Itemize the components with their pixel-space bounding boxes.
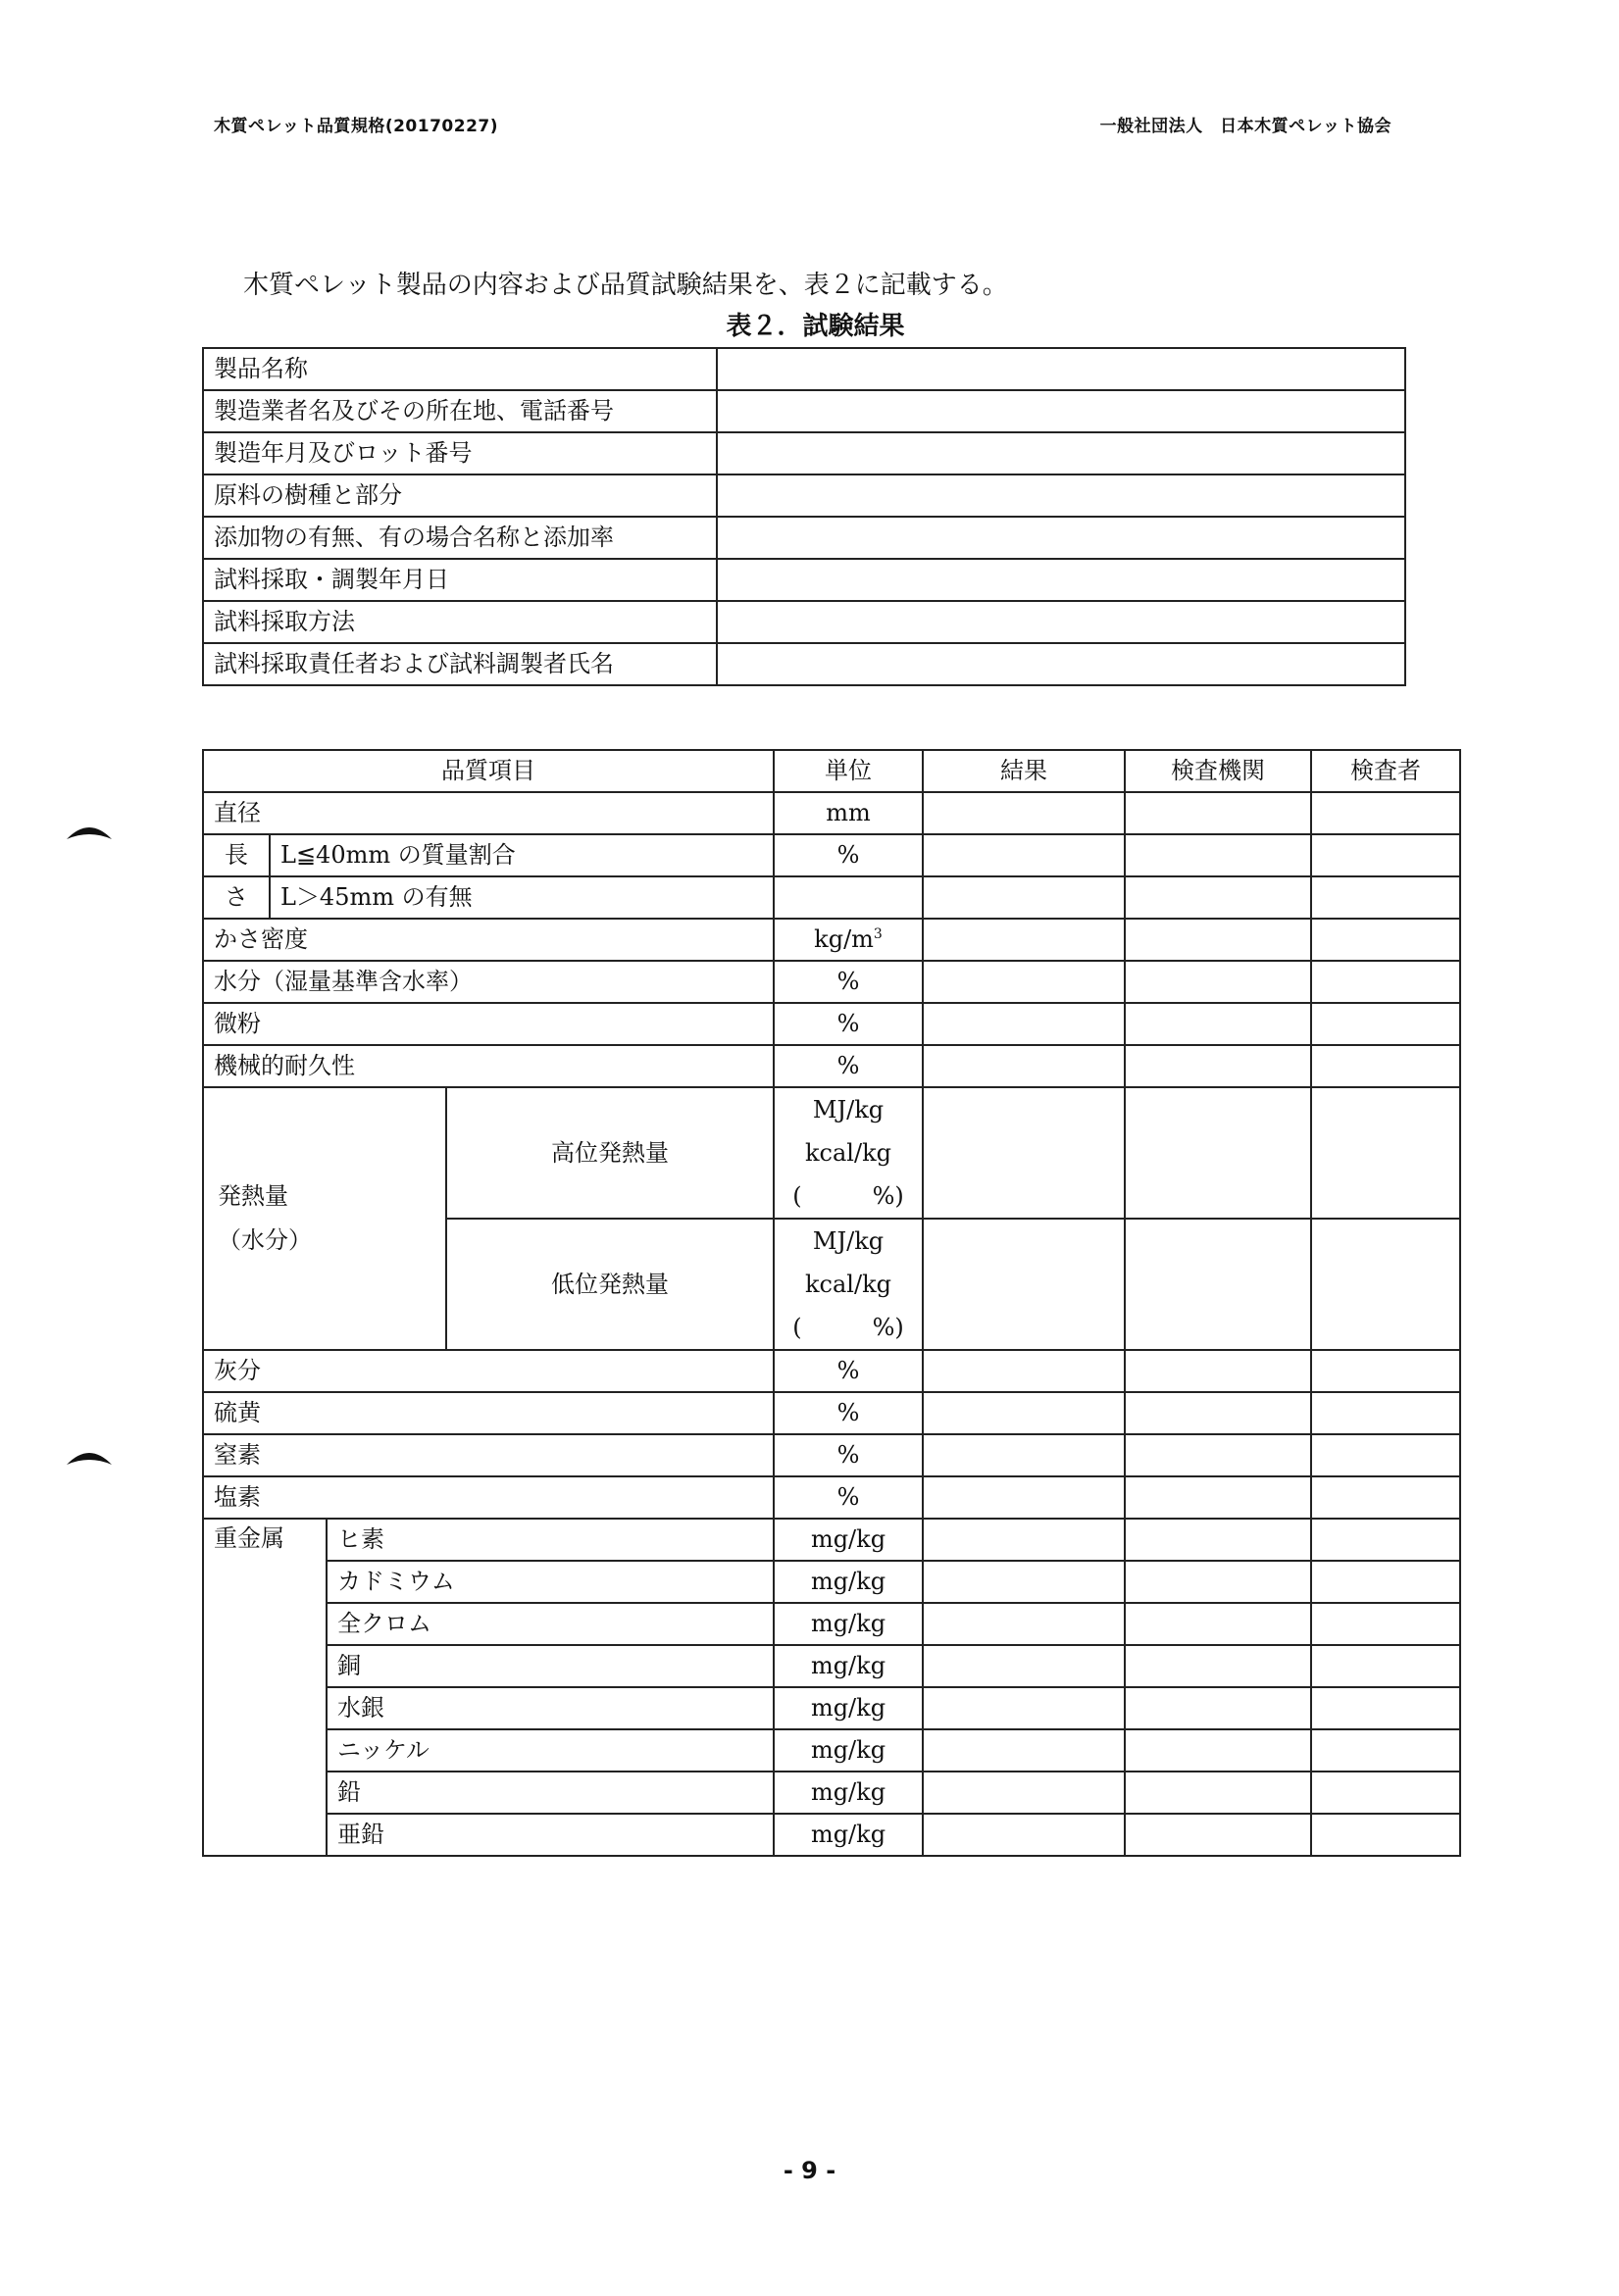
table-row (203, 1350, 1460, 1392)
item-unit: mg/kg (774, 1772, 923, 1814)
item-unit: % (774, 1045, 923, 1087)
item-label: 水分（湿量基準含水率） (203, 961, 774, 1003)
header-unit: 単位 (774, 750, 923, 792)
table-row (203, 919, 1460, 961)
header-row (203, 750, 1460, 792)
item-label: 全クロム (327, 1603, 774, 1645)
item-label: 銅 (327, 1645, 774, 1687)
header-quality-item: 品質項目 (203, 750, 774, 792)
item-label: 低位発熱量 (446, 1219, 774, 1350)
table-row (203, 1561, 1460, 1603)
item-unit: mg/kg (774, 1603, 923, 1645)
item-unit: mm (774, 792, 923, 834)
item-unit: % (774, 1434, 923, 1476)
item-label: ニッケル (327, 1729, 774, 1772)
table-row (203, 1603, 1460, 1645)
table-row (203, 1476, 1460, 1519)
info-label: 製品名称 (203, 348, 717, 390)
item-label: 水銀 (327, 1687, 774, 1729)
header-result: 結果 (923, 750, 1125, 792)
info-label: 原料の樹種と部分 (203, 474, 717, 517)
table-row (203, 1434, 1460, 1476)
table-row (203, 834, 1460, 876)
info-value (717, 601, 1405, 643)
item-unit: mg/kg (774, 1687, 923, 1729)
item-label: かさ密度 (203, 919, 774, 961)
info-label: 製造年月及びロット番号 (203, 432, 717, 474)
table-row (203, 559, 1405, 601)
item-unit: $kg/m^3$ (774, 919, 923, 961)
item-label: 機械的耐久性 (203, 1045, 774, 1087)
table-row (203, 474, 1405, 517)
info-label: 試料採取・調製年月日 (203, 559, 717, 601)
product-info-table (202, 347, 1406, 686)
table-row (203, 1729, 1460, 1772)
binder-hole-mark (65, 820, 114, 841)
quality-results-table (202, 749, 1461, 1857)
info-value (717, 348, 1405, 390)
calorific-group: 発熱量 （水分） (203, 1087, 446, 1350)
table-row (203, 390, 1405, 432)
item-label: L≦40mm の質量割合 (270, 834, 774, 876)
info-value (717, 390, 1405, 432)
item-unit: mg/kg (774, 1729, 923, 1772)
item-unit: mg/kg (774, 1645, 923, 1687)
item-unit: % (774, 961, 923, 1003)
table-row (203, 1087, 1460, 1219)
binder-hole-mark (65, 1445, 114, 1467)
table-row (203, 1687, 1460, 1729)
info-value (717, 643, 1405, 685)
table-caption: 表２．試験結果 (726, 312, 905, 341)
page-number: - 9 - (783, 2157, 836, 2184)
intro-text: 木質ペレット製品の内容および品質試験結果を、表２に記載する。 (243, 271, 1008, 300)
table-row (203, 348, 1405, 390)
info-value (717, 474, 1405, 517)
header-lab: 検査機関 (1125, 750, 1311, 792)
table-row (203, 1045, 1460, 1087)
item-label: 塩素 (203, 1476, 774, 1519)
info-label: 試料採取方法 (203, 601, 717, 643)
item-unit: MJ/kg kcal/kg ( %) (774, 1087, 923, 1219)
table-row (203, 1772, 1460, 1814)
table-row (203, 1814, 1460, 1856)
table-row (203, 517, 1405, 559)
info-label: 添加物の有無、有の場合名称と添加率 (203, 517, 717, 559)
table-row (203, 432, 1405, 474)
item-unit: mg/kg (774, 1814, 923, 1856)
item-label: 鉛 (327, 1772, 774, 1814)
table-row (203, 1003, 1460, 1045)
item-unit (774, 876, 923, 919)
item-unit: % (774, 1476, 923, 1519)
table-row (203, 1645, 1460, 1687)
info-value (717, 559, 1405, 601)
item-unit: % (774, 1003, 923, 1045)
item-label: 微粉 (203, 1003, 774, 1045)
header-inspector: 検査者 (1311, 750, 1460, 792)
info-value (717, 517, 1405, 559)
table-row (203, 601, 1405, 643)
table-row (203, 1519, 1460, 1561)
table-row (203, 1392, 1460, 1434)
item-unit: mg/kg (774, 1561, 923, 1603)
table-row (203, 961, 1460, 1003)
item-unit: MJ/kg kcal/kg ( %) (774, 1219, 923, 1350)
table-row (203, 643, 1405, 685)
item-unit: mg/kg (774, 1519, 923, 1561)
item-label: 亜鉛 (327, 1814, 774, 1856)
heavy-metals-group: 重金属 (203, 1519, 327, 1856)
info-label: 試料採取責任者および試料調製者氏名 (203, 643, 717, 685)
item-label: ヒ素 (327, 1519, 774, 1561)
info-value (717, 432, 1405, 474)
header-right: 一般社団法人 日本木質ペレット協会 (1099, 117, 1391, 136)
header-left: 木質ペレット品質規格(20170227) (214, 117, 498, 136)
table-row (203, 792, 1460, 834)
item-label: 灰分 (203, 1350, 774, 1392)
length-group-1: 長 (203, 834, 270, 876)
item-label: 硫黄 (203, 1392, 774, 1434)
info-label: 製造業者名及びその所在地、電話番号 (203, 390, 717, 432)
item-unit: % (774, 834, 923, 876)
item-label: L＞45mm の有無 (270, 876, 774, 919)
item-label: 窒素 (203, 1434, 774, 1476)
item-label: 直径 (203, 792, 774, 834)
item-unit: % (774, 1392, 923, 1434)
item-label: カドミウム (327, 1561, 774, 1603)
item-unit: % (774, 1350, 923, 1392)
item-label: 高位発熱量 (446, 1087, 774, 1219)
table-row (203, 876, 1460, 919)
length-group-2: さ (203, 876, 270, 919)
